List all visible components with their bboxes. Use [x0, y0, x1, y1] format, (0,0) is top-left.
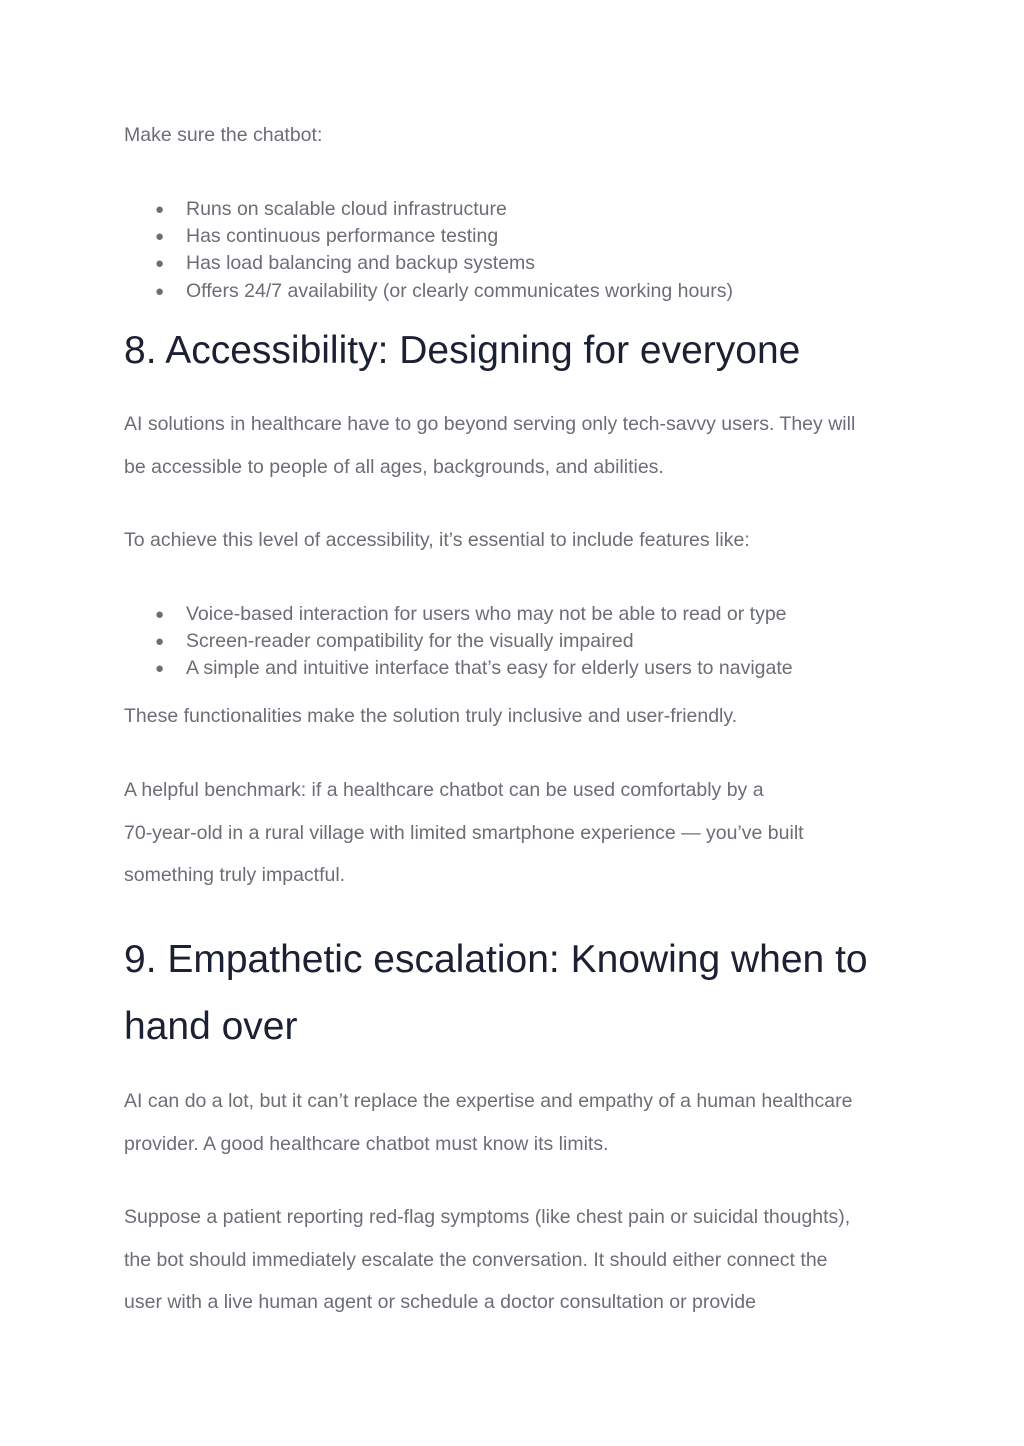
section-9-heading: 9. Empathetic escalation: Knowing when to hand over — [124, 938, 868, 1048]
bullet-icon: ● — [155, 282, 165, 300]
bullet-icon: ● — [155, 228, 165, 246]
section-8-paragraph-4: A helpful benchmark: if a healthcare chatbot can be used comfortably by a 70-year-old in a rural village with limited smartphone experience — you’ve built something truly impactful. — [124, 779, 804, 886]
bullet-icon: ● — [155, 201, 165, 218]
bullet-icon: ● — [155, 255, 165, 273]
section-8-paragraph-3: These functionalities make the solution truly inclusive and user-friendly. — [124, 705, 738, 727]
bullet-icon: ● — [155, 633, 165, 651]
section-8-paragraph-1: AI solutions in healthcare have to go beyond serving only tech-savvy users. They will be accessible to people of all ages, backgrounds, and abilities. — [124, 413, 856, 478]
section-9-paragraph-1: AI can do a lot, but it can’t replace the expertise and empathy of a human healthcare provider. A good healthcare chatbot must know its limits. — [124, 1090, 853, 1155]
bullet-icon: ● — [155, 660, 165, 678]
section-9-paragraph-2: Suppose a patient reporting red-flag symptoms (like chest pain or suicidal thoughts), the bot should immediately escalate the conversation. It should either connect the user with a live human agent or schedule a doctor consultation or provide — [124, 1206, 851, 1313]
section-8-heading: 8. Accessibility: Designing for everyone — [124, 329, 801, 372]
bullet-icon: ● — [155, 606, 165, 623]
intro-paragraph: Make sure the chatbot: — [124, 124, 323, 146]
section-8-paragraph-2: To achieve this level of accessibility, it’s essential to include features like: — [124, 529, 750, 551]
